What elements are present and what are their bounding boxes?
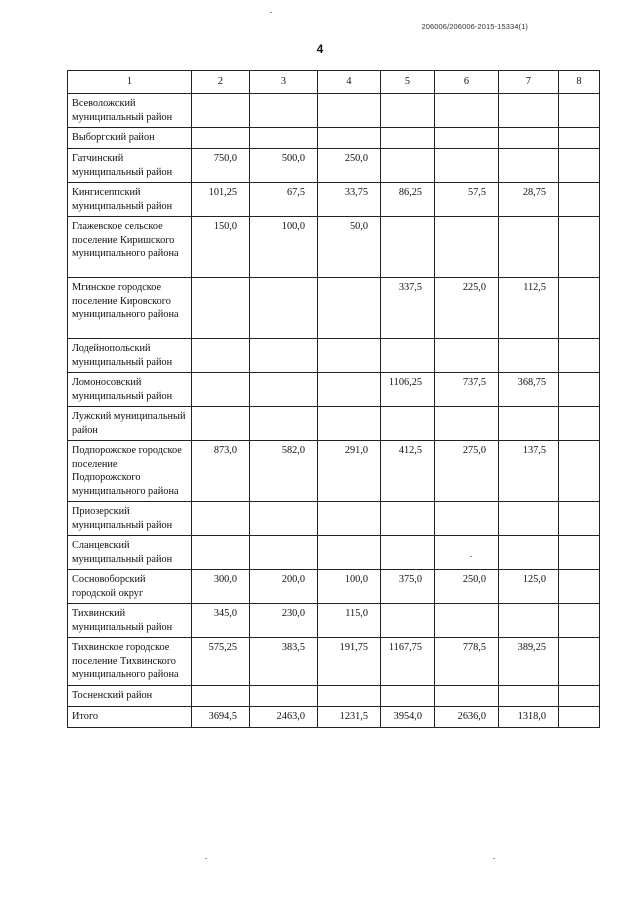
- column-header-6: 6: [435, 71, 499, 94]
- value-cell: 2636,0: [435, 706, 499, 727]
- value-cell: [250, 373, 318, 407]
- value-cell: [192, 94, 250, 128]
- value-cell: 778,5: [435, 638, 499, 686]
- value-cell: [192, 278, 250, 339]
- value-cell: 100,0: [250, 217, 318, 278]
- value-cell: [435, 685, 499, 706]
- value-cell: [381, 217, 435, 278]
- value-cell: [499, 128, 559, 149]
- row-name-cell: Выборгский район: [68, 128, 192, 149]
- row-name-cell: Лодейнопольский муниципальный район: [68, 339, 192, 373]
- value-cell: [381, 407, 435, 441]
- value-cell: [499, 339, 559, 373]
- value-cell: 389,25: [499, 638, 559, 686]
- value-cell: [381, 94, 435, 128]
- table-row: [68, 604, 600, 638]
- page-number: 4: [316, 42, 324, 56]
- value-cell: [559, 604, 600, 638]
- data-table: [67, 70, 600, 728]
- value-cell: [499, 604, 559, 638]
- value-cell: 582,0: [250, 441, 318, 502]
- value-cell: [435, 536, 499, 570]
- value-cell: [318, 502, 381, 536]
- table-body: [68, 94, 600, 728]
- value-cell: [559, 685, 600, 706]
- row-name-cell: Тихвинский муниципальный район: [68, 604, 192, 638]
- value-cell: 275,0: [435, 441, 499, 502]
- value-cell: [192, 128, 250, 149]
- value-cell: [559, 149, 600, 183]
- value-cell: 500,0: [250, 149, 318, 183]
- row-name-cell: Приозерский муниципальный район: [68, 502, 192, 536]
- table-row: [68, 407, 600, 441]
- column-header-8: 8: [559, 71, 600, 94]
- value-cell: 3954,0: [381, 706, 435, 727]
- value-cell: 225,0: [435, 278, 499, 339]
- table-row: [68, 706, 600, 727]
- table-row: [68, 217, 600, 278]
- value-cell: [499, 149, 559, 183]
- value-cell: 191,75: [318, 638, 381, 686]
- value-cell: [250, 278, 318, 339]
- value-cell: [499, 502, 559, 536]
- value-cell: [318, 536, 381, 570]
- value-cell: [381, 685, 435, 706]
- value-cell: 575,25: [192, 638, 250, 686]
- value-cell: 150,0: [192, 217, 250, 278]
- value-cell: [499, 685, 559, 706]
- value-cell: [559, 94, 600, 128]
- value-cell: [559, 536, 600, 570]
- table-row: [68, 278, 600, 339]
- value-cell: 291,0: [318, 441, 381, 502]
- table-row: [68, 128, 600, 149]
- value-cell: [435, 128, 499, 149]
- value-cell: [318, 407, 381, 441]
- table-row: [68, 685, 600, 706]
- value-cell: [250, 94, 318, 128]
- table-row: [68, 373, 600, 407]
- value-cell: 3694,5: [192, 706, 250, 727]
- value-cell: [559, 638, 600, 686]
- value-cell: [559, 217, 600, 278]
- value-cell: 33,75: [318, 183, 381, 217]
- value-cell: 1318,0: [499, 706, 559, 727]
- value-cell: [559, 183, 600, 217]
- value-cell: [250, 536, 318, 570]
- column-header-3: 3: [250, 71, 318, 94]
- table-row: [68, 149, 600, 183]
- value-cell: [435, 339, 499, 373]
- table-row: [68, 638, 600, 686]
- value-cell: [318, 94, 381, 128]
- value-cell: [318, 278, 381, 339]
- value-cell: [559, 441, 600, 502]
- value-cell: [318, 373, 381, 407]
- value-cell: [381, 149, 435, 183]
- row-name-cell: Сосновоборский городской округ: [68, 570, 192, 604]
- value-cell: [381, 536, 435, 570]
- value-cell: [250, 502, 318, 536]
- value-cell: [318, 339, 381, 373]
- value-cell: [499, 407, 559, 441]
- scan-speck: [205, 858, 207, 859]
- column-header-2: 2: [192, 71, 250, 94]
- value-cell: [559, 706, 600, 727]
- value-cell: 28,75: [499, 183, 559, 217]
- scan-speck: [470, 556, 472, 557]
- value-cell: [192, 685, 250, 706]
- value-cell: [381, 339, 435, 373]
- value-cell: [559, 502, 600, 536]
- value-cell: 300,0: [192, 570, 250, 604]
- value-cell: [250, 339, 318, 373]
- column-header-1: 1: [68, 71, 192, 94]
- table-row: [68, 536, 600, 570]
- row-name-cell: Лужский муниципальный район: [68, 407, 192, 441]
- row-name-cell: Тосненский район: [68, 685, 192, 706]
- value-cell: [559, 339, 600, 373]
- value-cell: 250,0: [435, 570, 499, 604]
- value-cell: 337,5: [381, 278, 435, 339]
- column-header-7: 7: [499, 71, 559, 94]
- value-cell: 2463,0: [250, 706, 318, 727]
- value-cell: [559, 570, 600, 604]
- value-cell: 1231,5: [318, 706, 381, 727]
- value-cell: 383,5: [250, 638, 318, 686]
- value-cell: [318, 128, 381, 149]
- scan-speck: [270, 12, 272, 13]
- value-cell: [192, 407, 250, 441]
- value-cell: [435, 149, 499, 183]
- row-name-cell: Тихвинское городское поселение Тихвинского муниципального района: [68, 638, 192, 686]
- value-cell: [499, 94, 559, 128]
- value-cell: 125,0: [499, 570, 559, 604]
- table-row: [68, 94, 600, 128]
- value-cell: 737,5: [435, 373, 499, 407]
- value-cell: 345,0: [192, 604, 250, 638]
- value-cell: [559, 278, 600, 339]
- value-cell: [435, 407, 499, 441]
- value-cell: 250,0: [318, 149, 381, 183]
- value-cell: 101,25: [192, 183, 250, 217]
- row-name-cell: Сланцевский муниципальный район: [68, 536, 192, 570]
- table-row: [68, 183, 600, 217]
- table-header-row: [68, 71, 600, 94]
- row-name-cell: Всеволожский муниципальный район: [68, 94, 192, 128]
- value-cell: 100,0: [318, 570, 381, 604]
- document-id: 206006/206006-2015-15334(1): [421, 22, 528, 31]
- value-cell: [559, 373, 600, 407]
- value-cell: [192, 502, 250, 536]
- row-name-cell: Мгинское городское поселение Кировского муниципального района: [68, 278, 192, 339]
- value-cell: [192, 373, 250, 407]
- value-cell: [381, 502, 435, 536]
- value-cell: [192, 536, 250, 570]
- scan-speck: [493, 858, 495, 859]
- value-cell: [499, 536, 559, 570]
- row-name-cell: Подпорожское городское поселение Подпорожского муниципального района: [68, 441, 192, 502]
- value-cell: [250, 128, 318, 149]
- row-name-cell: Гатчинский муниципальный район: [68, 149, 192, 183]
- value-cell: [192, 339, 250, 373]
- value-cell: 112,5: [499, 278, 559, 339]
- row-name-cell: Итого: [68, 706, 192, 727]
- column-header-5: 5: [381, 71, 435, 94]
- value-cell: [435, 604, 499, 638]
- value-cell: 67,5: [250, 183, 318, 217]
- table-row: [68, 339, 600, 373]
- value-cell: 1106,25: [381, 373, 435, 407]
- row-name-cell: Ломоносовский муниципальный район: [68, 373, 192, 407]
- value-cell: 86,25: [381, 183, 435, 217]
- value-cell: 873,0: [192, 441, 250, 502]
- value-cell: 368,75: [499, 373, 559, 407]
- value-cell: [499, 217, 559, 278]
- value-cell: 200,0: [250, 570, 318, 604]
- value-cell: 57,5: [435, 183, 499, 217]
- value-cell: [250, 407, 318, 441]
- value-cell: 50,0: [318, 217, 381, 278]
- value-cell: [381, 604, 435, 638]
- value-cell: 750,0: [192, 149, 250, 183]
- value-cell: 412,5: [381, 441, 435, 502]
- table-row: [68, 502, 600, 536]
- value-cell: [435, 217, 499, 278]
- value-cell: [381, 128, 435, 149]
- row-name-cell: Кингисеппский муниципальный район: [68, 183, 192, 217]
- value-cell: [250, 685, 318, 706]
- value-cell: [559, 128, 600, 149]
- value-cell: [435, 94, 499, 128]
- value-cell: 375,0: [381, 570, 435, 604]
- value-cell: [435, 502, 499, 536]
- value-cell: [318, 685, 381, 706]
- table-row: [68, 441, 600, 502]
- value-cell: 115,0: [318, 604, 381, 638]
- row-name-cell: Глажевское сельское поселение Киришского муниципального района: [68, 217, 192, 278]
- column-header-4: 4: [318, 71, 381, 94]
- value-cell: 1167,75: [381, 638, 435, 686]
- value-cell: 137,5: [499, 441, 559, 502]
- value-cell: [559, 407, 600, 441]
- value-cell: 230,0: [250, 604, 318, 638]
- table-row: [68, 570, 600, 604]
